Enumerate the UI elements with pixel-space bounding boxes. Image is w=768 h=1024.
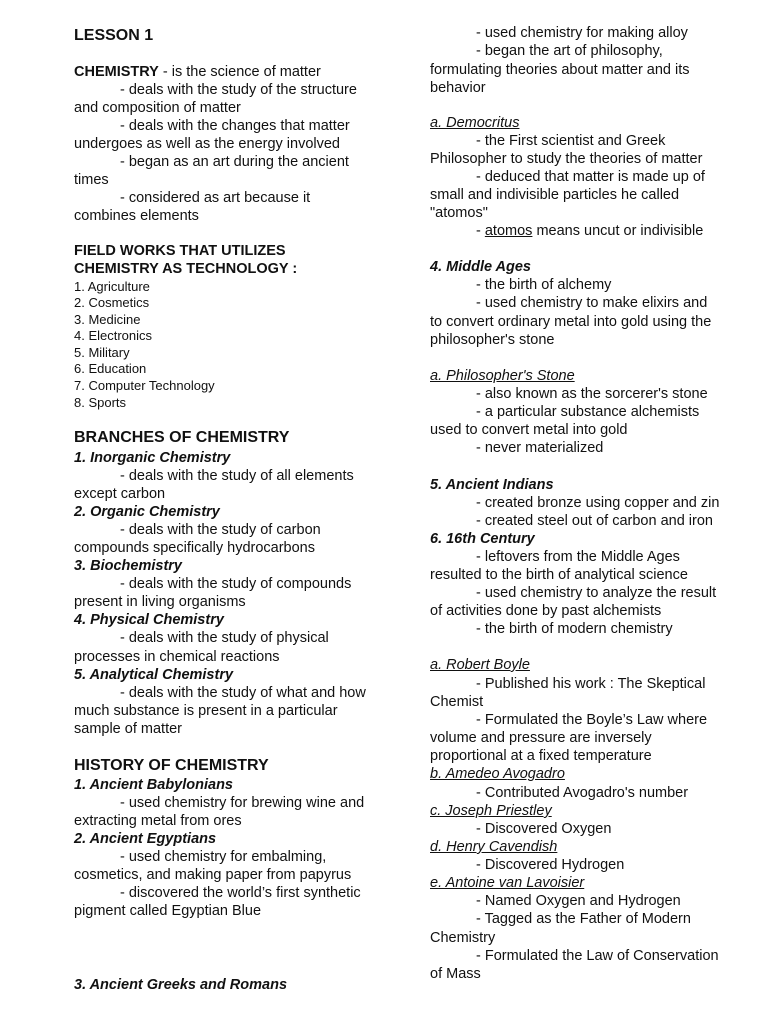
person-heading: b. Amedeo Avogadro: [430, 766, 565, 782]
history-line: - Published his work : The Skeptical: [476, 676, 706, 692]
branch-line: present in living organisms: [74, 594, 246, 610]
history-line: philosopher's stone: [430, 332, 555, 348]
branch-line: compounds specifically hydrocarbons: [74, 540, 315, 556]
history-line: of activities done by past alchemists: [430, 603, 662, 619]
history-line: extracting metal from ores: [74, 813, 242, 829]
history-line: - Tagged as the Father of Modern: [476, 911, 691, 927]
field-item: 7. Computer Technology: [74, 378, 215, 393]
field-item: 8. Sports: [74, 395, 127, 410]
chem-line: - deals with the changes that matter: [120, 118, 350, 134]
dash-prefix: -: [476, 223, 485, 239]
branch-line: sample of matter: [74, 721, 182, 737]
person-heading: e. Antoine van Lavoisier: [430, 875, 585, 891]
chemistry-term: CHEMISTRY: [74, 64, 159, 80]
branch-line: much substance is present in a particular: [74, 703, 338, 719]
history-line: - a particular substance alchemists: [476, 404, 700, 420]
lesson-title: LESSON 1: [74, 27, 154, 44]
history-line: Chemist: [430, 694, 484, 710]
branch-line: - deals with the study of all elements: [120, 468, 354, 484]
history-line: - leftovers from the Middle Ages: [476, 549, 680, 565]
person-heading: a. Democritus: [430, 115, 520, 131]
branch-line: - deals with the study of physical: [120, 630, 329, 646]
history-line: - Discovered Oxygen: [476, 821, 612, 837]
branch-title: 2. Organic Chemistry: [74, 504, 220, 520]
history-line: small and indivisible particles he called: [430, 187, 680, 203]
chem-line: - considered as art because it: [120, 190, 311, 206]
field-item: 3. Medicine: [74, 312, 141, 327]
branch-line: except carbon: [74, 486, 166, 502]
chemistry-def-text: - is the science of matter: [158, 64, 321, 80]
history-title: 5. Ancient Indians: [430, 477, 554, 493]
branch-title: 5. Analytical Chemistry: [74, 667, 234, 683]
history-line: - Discovered Hydrogen: [476, 857, 625, 873]
person-heading: d. Henry Cavendish: [430, 839, 558, 855]
field-item: 1. Agriculture: [74, 279, 150, 294]
history-line: - used chemistry for embalming,: [120, 849, 327, 865]
branch-line: processes in chemical reactions: [74, 649, 280, 665]
history-title: 2. Ancient Egyptians: [74, 831, 217, 847]
branch-line: - deals with the study of carbon: [120, 522, 321, 538]
history-line: resulted to the birth of analytical science: [430, 567, 688, 583]
history-line: - Formulated the Law of Conservation: [476, 948, 719, 964]
history-heading: HISTORY OF CHEMISTRY: [74, 757, 269, 774]
history-line: "atomos": [430, 205, 488, 221]
fields-heading: FIELD WORKS THAT UTILIZES: [74, 243, 286, 259]
history-line: to convert ordinary metal into gold using the: [430, 314, 712, 330]
history-line: - created bronze using copper and zin: [476, 495, 720, 511]
history-line: Philosopher to study the theories of matter: [430, 151, 703, 167]
chemistry-definition: [74, 63, 321, 81]
history-title: 1. Ancient Babylonians: [74, 777, 233, 793]
history-line: Chemistry: [430, 930, 496, 946]
history-line: - used chemistry to make elixirs and: [476, 295, 708, 311]
atomos-line: [430, 222, 703, 240]
history-line: pigment called Egyptian Blue: [74, 903, 262, 919]
history-line: - never materialized: [476, 440, 604, 456]
person-heading: a. Robert Boyle: [430, 657, 530, 673]
history-line: behavior: [430, 80, 486, 96]
history-line: - the birth of modern chemistry: [476, 621, 673, 637]
field-item: 4. Electronics: [74, 328, 153, 343]
chem-line: undergoes as well as the energy involved: [74, 136, 340, 152]
chem-line: - deals with the study of the structure: [120, 82, 357, 98]
history-title: 6. 16th Century: [430, 531, 535, 547]
atomos-def: means uncut or indivisible: [532, 223, 704, 239]
history-line: formulating theories about matter and its: [430, 62, 690, 78]
history-title: 3. Ancient Greeks and Romans: [74, 977, 288, 993]
person-heading: c. Joseph Priestley: [430, 803, 552, 819]
history-line: - began the art of philosophy,: [476, 43, 663, 59]
field-item: 6. Education: [74, 361, 147, 376]
history-line: - deduced that matter is made up of: [476, 169, 705, 185]
chem-line: times: [74, 172, 109, 188]
history-line: volume and pressure are inversely: [430, 730, 652, 746]
branches-heading: BRANCHES OF CHEMISTRY: [74, 429, 290, 446]
branch-line: - deals with the study of what and how: [120, 685, 366, 701]
branch-title: 4. Physical Chemistry: [74, 612, 224, 628]
history-line: - discovered the world’s first synthetic: [120, 885, 361, 901]
branch-line: - deals with the study of compounds: [120, 576, 352, 592]
history-line: - used chemistry to analyze the result: [476, 585, 717, 601]
person-heading: a. Philosopher's Stone: [430, 368, 575, 384]
history-line: - Contributed Avogadro's number: [476, 785, 689, 801]
history-line: - used chemistry for brewing wine and: [120, 795, 365, 811]
history-line: - the First scientist and Greek: [476, 133, 666, 149]
field-item: 5. Military: [74, 345, 130, 360]
fields-heading: CHEMISTRY AS TECHNOLOGY :: [74, 261, 298, 277]
history-line: - created steel out of carbon and iron: [476, 513, 713, 529]
chem-line: - began as an art during the ancient: [120, 154, 349, 170]
history-line: - Named Oxygen and Hydrogen: [476, 893, 681, 909]
branch-title: 3. Biochemistry: [74, 558, 182, 574]
history-line: used to convert metal into gold: [430, 422, 628, 438]
branch-title: 1. Inorganic Chemistry: [74, 450, 231, 466]
history-line: cosmetics, and making paper from papyrus: [74, 867, 352, 883]
history-line: - the birth of alchemy: [476, 277, 612, 293]
chem-line: and composition of matter: [74, 100, 241, 116]
history-line: - used chemistry for making alloy: [476, 25, 688, 41]
field-item: 2. Cosmetics: [74, 295, 150, 310]
history-line: - Formulated the Boyle’s Law where: [476, 712, 708, 728]
history-line: proportional at a fixed temperature: [430, 748, 652, 764]
history-line: - also known as the sorcerer's stone: [476, 386, 708, 402]
history-title: 4. Middle Ages: [430, 259, 531, 275]
atomos-term: atomos: [484, 223, 533, 239]
chem-line: combines elements: [74, 208, 199, 224]
history-line: of Mass: [430, 966, 481, 982]
